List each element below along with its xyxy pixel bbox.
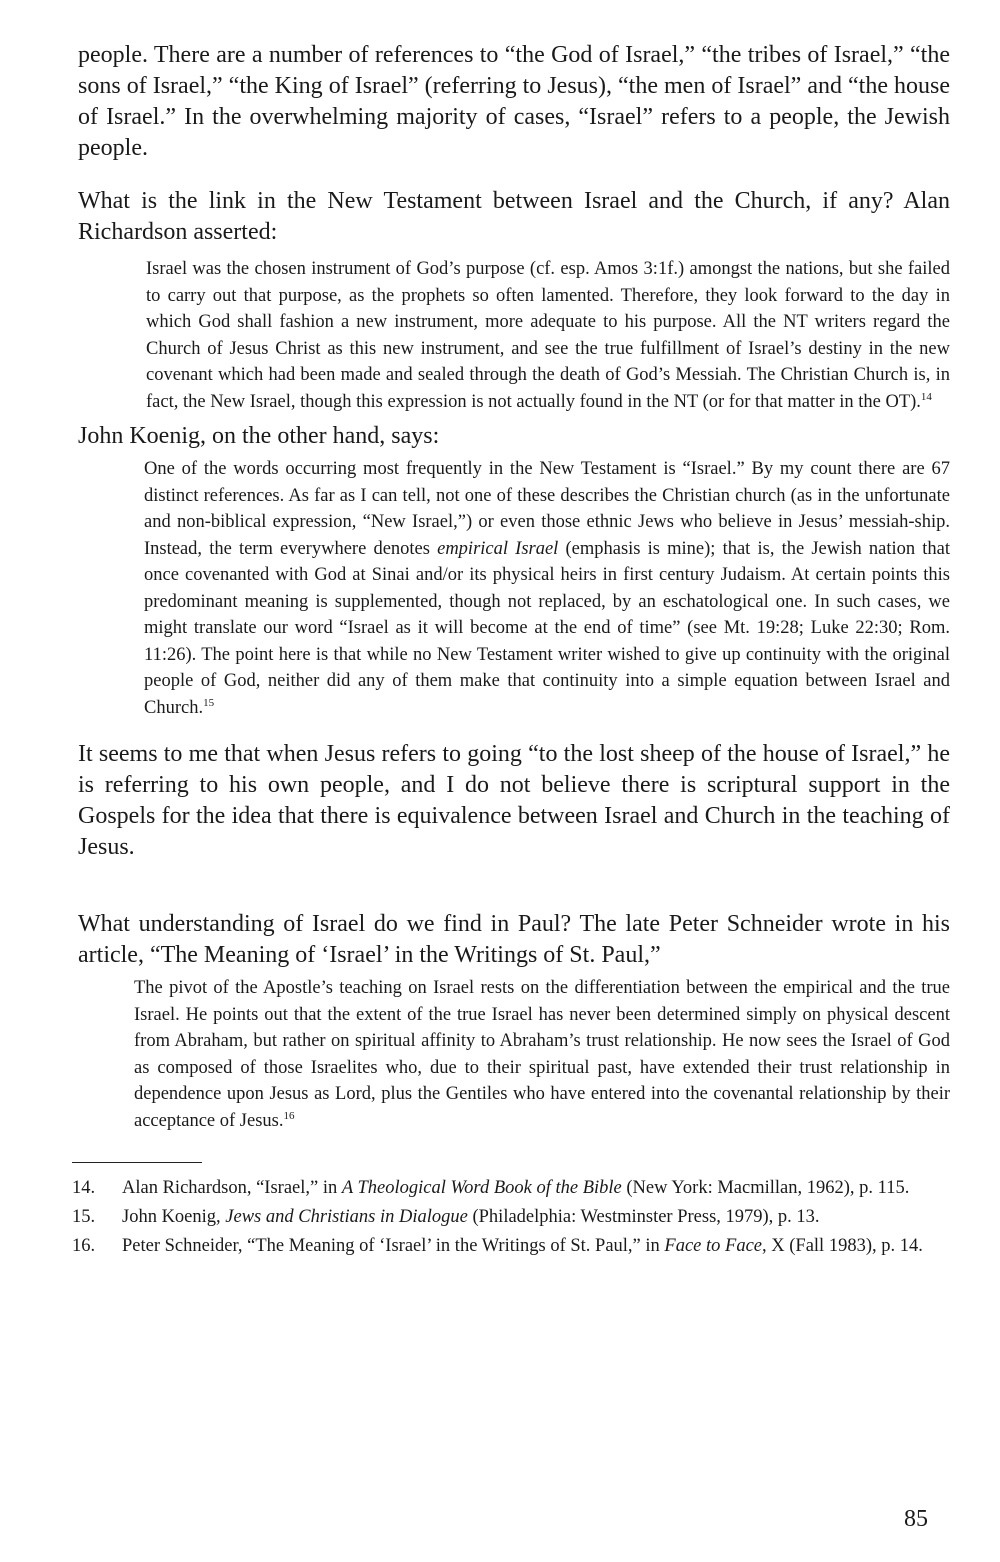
quote-text: The pivot of the Apostle’s teaching on Israel rests on the differentiation between the empirical and the true Israel. He points out that the extent of the true Israel has never been determined simply on physical descent from Abraham, but rather on spiritual affinity to Abraham’s trust relationship. He now sees the Israel of God as composed of those Israelites who, due to their spiritual past, have extended their trust relationship in dependence upon Jesus as Lord, plus the Gentiles who have entered into the covenantal relationship by their acceptance of Jesus. xyxy=(134,978,950,1131)
footnote-title: Face to Face xyxy=(664,1236,763,1256)
footnotes xyxy=(72,1175,950,1259)
quote-text-a: One of the words occurring most frequently in the New Testament is “Israel.” By my count there are 67 distinct references. As far as I can tell, not one of these describes the Christian church (as in the unfortunate and non-biblical expression, “New Israel,”) or even those ethnic Jews who believe in Jesus’ messiah-ship. Instead, the term everywhere denotes xyxy=(144,459,950,559)
footnote-16 xyxy=(72,1233,950,1259)
footnote-number: 15. xyxy=(72,1207,96,1227)
footnote-text: (Philadelphia: Westminster Press, 1979), p. 13. xyxy=(472,1207,820,1227)
footnote-title: Jews and Christians in Dialogue xyxy=(225,1207,468,1227)
footnote-ref-14: 14 xyxy=(920,390,932,403)
footnote-text: , X (Fall 1983), p. 14. xyxy=(762,1236,923,1256)
block-quote-richardson xyxy=(146,256,950,415)
quote-text-b: (emphasis is mine); that is, the Jewish nation that once covenanted with God at Sinai and/or its physical heirs in first century Judaism. At certain points this predominant meaning is supplemented, though not replaced, by an eschatological one. In such cases, we might translate our word “Israel as it will become at the end of time” (see Mt. 19:28; Luke 22:30; Rom. 11:26). The point here is that while no New Testament writer wished to give up continuity with the original people of God, neither did any of them make that continuity into a simple equation between Israel and Church. xyxy=(144,538,951,718)
page-number: 85 xyxy=(904,1506,928,1532)
page-content xyxy=(72,40,951,1262)
footnote-text: Peter Schneider, “The Meaning of ‘Israel’ in the Writings of St. Paul,” in xyxy=(122,1236,660,1256)
footnote-title: A Theological Word Book of the Bible xyxy=(341,1178,622,1198)
footnote-ref-15: 15 xyxy=(203,696,215,709)
footnote-divider xyxy=(72,1162,202,1163)
footnote-ref-16: 16 xyxy=(283,1109,295,1122)
block-quote-koenig xyxy=(144,456,950,721)
block-quote-schneider xyxy=(134,975,950,1134)
footnote-15 xyxy=(72,1204,950,1230)
quote-text: Israel was the chosen instrument of God’s purpose (cf. esp. Amos 3:1f.) amongst the nations, but she failed to carry out that purpose, as the prophets so often lamented. Therefore, they look forward to the day in which God shall fashion a new instrument, more adequate to his purpose. All the NT writers regard the Church of Jesus Christ as this new instrument, and see the true fulfillment of Israel’s destiny in the new covenant which had been made and sealed through the death of God’s Messiah. The Christian Church is, in fact, the New Israel, though this expression is not actually found in the NT (or for that matter in the OT). xyxy=(146,259,950,412)
paragraph-lost-sheep: It seems to me that when Jesus refers to going “to the lost sheep of the house of Israel,” he is referring to his own people, and I do not believe there is scriptural support in the Gospels for the idea that there is equivalence between Israel and Church in the teaching of Jesus. xyxy=(78,741,950,860)
footnote-number: 16. xyxy=(72,1236,96,1256)
footnote-number: 14. xyxy=(72,1178,96,1198)
footnote-text: (New York: Macmillan, 1962), p. 115. xyxy=(626,1178,910,1198)
paragraph-paul-question: What understanding of Israel do we find in Paul? The late Peter Schneider wrote in his article, “The Meaning of ‘Israel’ in the Writings of St. Paul,” xyxy=(78,911,950,968)
footnote-text: John Koenig, xyxy=(122,1207,221,1227)
footnote-14 xyxy=(72,1175,950,1201)
paragraph-israel-references: people. There are a number of references to “the God of Israel,” “the tribes of Israel,” “the sons of Israel,” “the King of Israel” (referring to Jesus), “the men of Israel” and “the house of Israel.” In the overwhelming majority of cases, “Israel” refers to a people, the Jewish people. xyxy=(78,42,950,161)
quote-emphasis: empirical Israel xyxy=(437,538,559,559)
paragraph-link-question: What is the link in the New Testament between Israel and the Church, if any? Alan Richardson asserted: xyxy=(78,188,950,245)
footnote-text: Alan Richardson, “Israel,” in xyxy=(122,1178,338,1198)
paragraph-koenig-intro: John Koenig, on the other hand, says: xyxy=(78,423,440,449)
